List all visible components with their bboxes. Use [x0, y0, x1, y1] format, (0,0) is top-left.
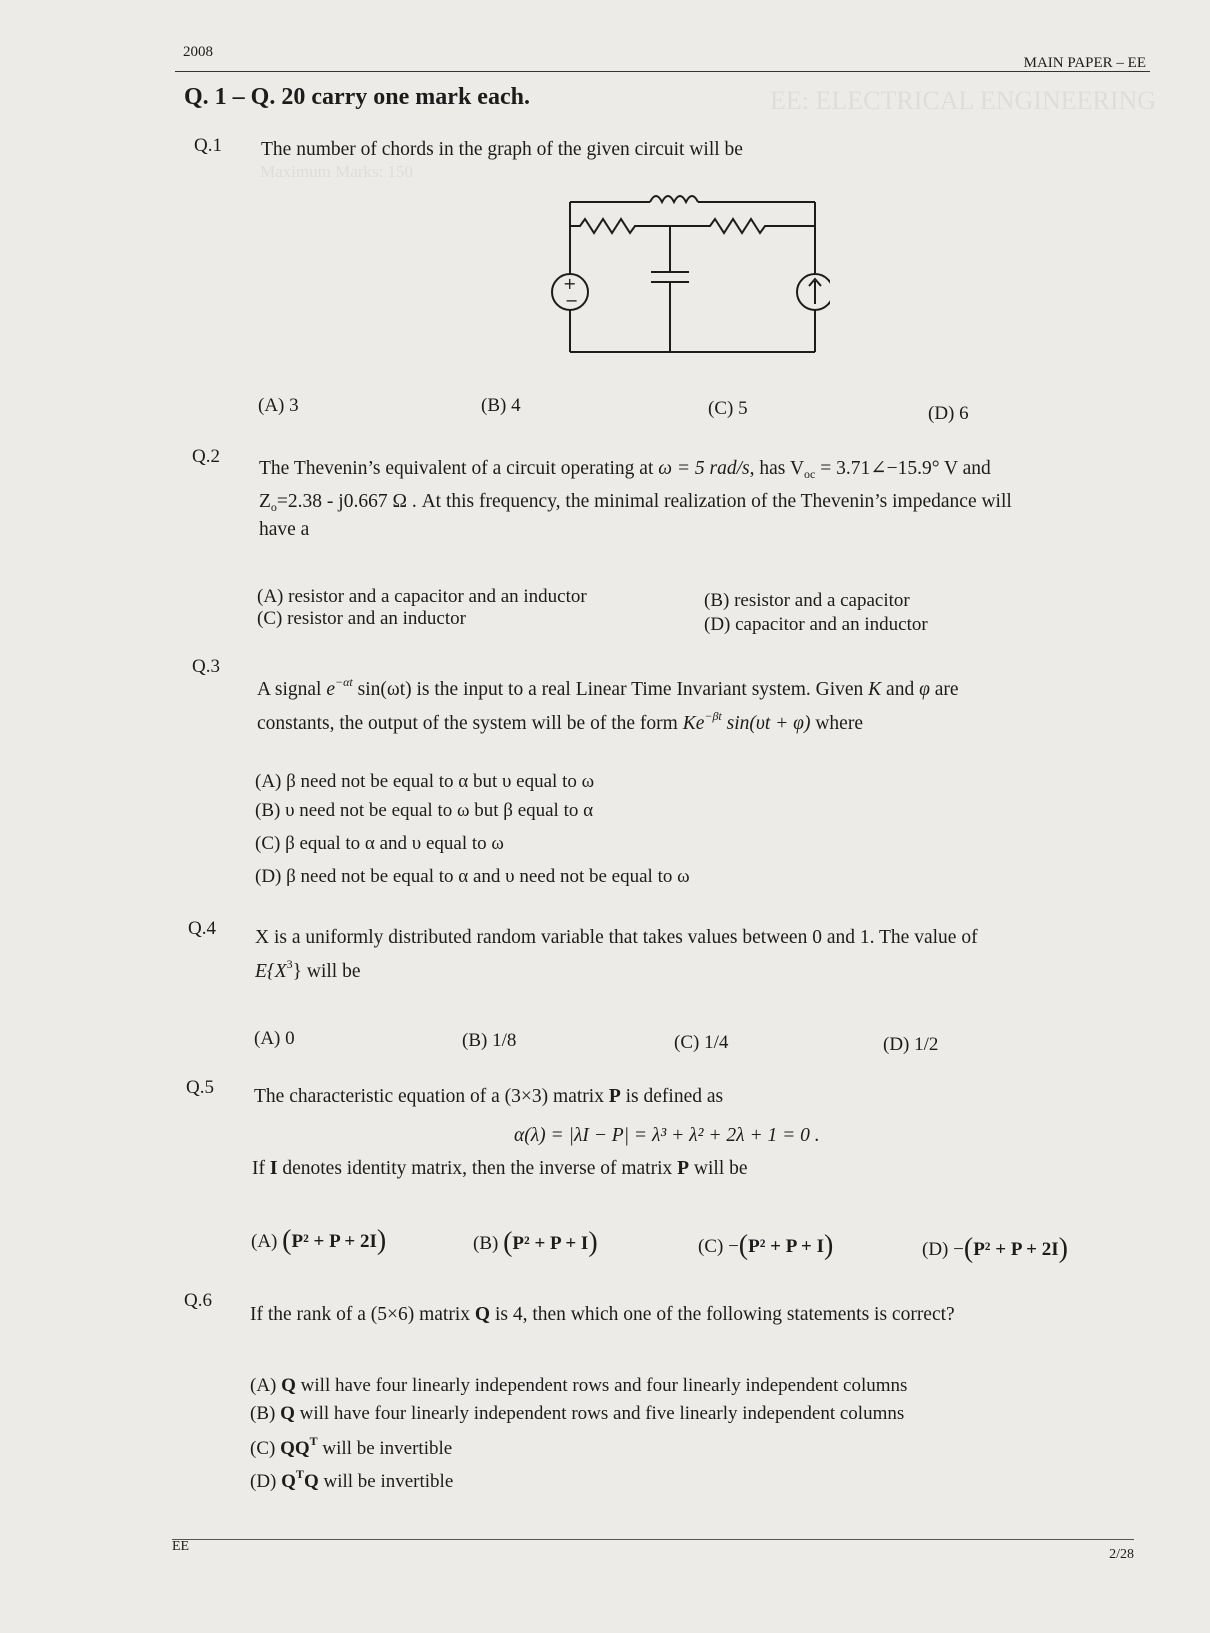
q2-number: Q.2 — [192, 446, 220, 467]
q5-option-c: (C) −(P² + P + I) — [698, 1230, 834, 1261]
header-paper: MAIN PAPER – EE — [1023, 55, 1146, 71]
q5-dimension: (3×3) — [504, 1086, 549, 1107]
q5-option-d-expr: P² + P + 2I — [973, 1239, 1059, 1260]
q5-p2: P — [677, 1158, 690, 1179]
q4-option-d: (D) 1/2 — [883, 1034, 939, 1055]
q3-sin: sin(ωt) — [352, 679, 412, 700]
q3-line1-d: are — [929, 679, 959, 700]
q3-exponent: −αt — [335, 675, 353, 689]
q2-omega: ω = 5 rad/s — [658, 458, 750, 479]
q3-line2 — [257, 702, 863, 738]
plus-sign: + — [563, 274, 577, 293]
q1-option-d: (D) 6 — [928, 403, 969, 424]
q1-text: The number of chords in the graph of the given circuit will be — [261, 139, 743, 160]
q2-z-subscript: o — [270, 500, 277, 514]
minus-sign: − — [565, 291, 579, 310]
q5-line1-c: is defined as — [620, 1086, 724, 1107]
q2-line1-text: The Thevenin’s equivalent of a circuit operating at — [259, 458, 659, 479]
q4-option-b: (B) 1/8 — [462, 1030, 517, 1051]
q6-option-d-symbol2: Q — [303, 1471, 319, 1492]
q5-line1 — [254, 1083, 723, 1111]
footer-rule — [172, 1539, 1134, 1540]
q6-option-d-superscript: T — [295, 1467, 304, 1481]
resistor-left-symbol — [570, 219, 690, 233]
q6-option-c-symbol: QQ — [280, 1438, 310, 1459]
q5-i: I — [269, 1158, 278, 1179]
q6-option-b-label: (B) — [250, 1403, 276, 1424]
circuit-diagram — [550, 182, 830, 358]
q2-option-a: (A) resistor and a capacitor and an inductor — [257, 586, 587, 607]
q5-p: P — [608, 1086, 621, 1107]
q6-line1-c: is 4, then which one of the following statements is correct? — [490, 1304, 955, 1325]
q3-sin2: sin(υt + φ) — [721, 713, 811, 734]
q5-option-a-label: (A) — [251, 1231, 278, 1252]
q3-e: e — [326, 679, 335, 700]
q2-voc-subscript: oc — [804, 467, 816, 481]
q5-option-b-label: (B) — [473, 1233, 499, 1254]
section-title: Q. 1 – Q. 20 carry one mark each. — [184, 84, 530, 110]
q2-line1-has: , has — [749, 458, 790, 479]
q6-option-d — [250, 1467, 453, 1493]
footer-left: EE — [172, 1539, 190, 1554]
q5-option-d-label: (D) — [922, 1239, 949, 1260]
q3-number: Q.3 — [192, 656, 220, 677]
q4-option-a: (A) 0 — [254, 1028, 295, 1049]
q1-number: Q.1 — [194, 135, 222, 156]
q3-ke: Ke — [682, 713, 705, 734]
inductor-symbol — [650, 196, 698, 202]
q4-line2 — [255, 950, 361, 986]
q6-option-c-superscript: T — [309, 1434, 318, 1448]
q1-option-c: (C) 5 — [708, 398, 748, 419]
q6-option-a-text: will have four linearly independent rows and four linearly independent columns — [295, 1375, 908, 1396]
q5-number: Q.5 — [186, 1077, 214, 1098]
q6-q: Q — [474, 1304, 491, 1325]
q2-option-c: (C) resistor and an inductor — [257, 608, 466, 629]
q5-line2-b: denotes identity matrix, then the inverse of matrix — [277, 1158, 678, 1179]
q5-option-a: (A) (P² + P + 2I) — [251, 1225, 387, 1256]
q5-equation: α(λ) = |λI − P| = λ³ + λ² + 2λ + 1 = 0 . — [514, 1125, 820, 1146]
q3-option-d: (D) β need not be equal to α and υ need not be equal to ω — [255, 866, 690, 887]
q6-option-d-label: (D) — [250, 1471, 277, 1492]
q3-k: K — [868, 679, 882, 700]
q6-option-a-label: (A) — [250, 1375, 277, 1396]
q5-line2 — [252, 1155, 748, 1183]
q2-line3: have a — [259, 519, 310, 540]
q2-option-d: (D) capacitor and an inductor — [704, 614, 928, 635]
bleed-through-marks: Maximum Marks: 150 — [260, 162, 413, 181]
q4-option-c: (C) 1/4 — [674, 1032, 729, 1053]
q5-line2-c: will be — [689, 1158, 748, 1179]
q6-option-a-symbol: Q — [281, 1375, 296, 1396]
resistor-right-symbol — [690, 219, 815, 233]
q2-line1 — [259, 455, 991, 488]
q4-expectation: E{X — [255, 961, 287, 982]
q5-matrix-word: matrix — [548, 1086, 609, 1107]
q4-superscript: 3 — [286, 957, 293, 971]
q1-option-b: (B) 4 — [481, 395, 521, 416]
q6-line1-a: If the rank of a — [250, 1304, 371, 1325]
q5-option-b-expr: P² + P + I — [512, 1233, 589, 1254]
bleed-through-title: EE: ELECTRICAL ENGINEERING — [770, 86, 1157, 115]
q3-line1-a: A signal — [257, 679, 327, 700]
q4-will-be: will be — [302, 961, 361, 982]
q3-and: and — [881, 679, 920, 700]
q5-option-d: (D) −(P² + P + 2I) — [922, 1233, 1068, 1264]
q2-z-symbol: Z — [259, 491, 271, 512]
q6-option-c-label: (C) — [250, 1438, 276, 1459]
q5-option-d-sign: − — [953, 1239, 964, 1260]
q3-line2-a: constants, the output of the system will be of the form — [257, 713, 683, 734]
q5-option-a-expr: P² + P + 2I — [291, 1231, 377, 1252]
q6-option-b-text: will have four linearly independent rows and five linearly independent columns — [294, 1403, 905, 1424]
q4-line1: X is a uniformly distributed random variable that takes values between 0 and 1. The value of — [255, 927, 978, 948]
q2-line2-text: =2.38 - j0.667 Ω . At this frequency, the minimal realization of the Thevenin’s impedance will — [276, 491, 1012, 512]
q5-option-c-expr: P² + P + I — [748, 1236, 825, 1257]
q4-brace: } — [292, 961, 302, 982]
q6-dimension: (5×6) — [370, 1304, 415, 1325]
q3-option-b: (B) υ need not be equal to ω but β equal to α — [255, 800, 594, 821]
q1-option-a: (A) 3 — [258, 395, 299, 416]
q2-voc-value: = 3.71∠−15.9° V and — [815, 458, 991, 479]
q2-voc-symbol: V — [789, 458, 805, 479]
page-number: 2/28 — [1109, 1547, 1134, 1562]
q6-option-c-text: will be invertible — [317, 1438, 453, 1459]
q5-line1-a: The characteristic equation of a — [254, 1086, 505, 1107]
q5-option-c-label: (C) — [698, 1236, 724, 1257]
q6-option-d-symbol: Q — [281, 1471, 296, 1492]
q3-line1 — [257, 668, 959, 704]
q6-number: Q.6 — [184, 1290, 212, 1311]
q5-option-c-sign: − — [728, 1236, 739, 1257]
q4-number: Q.4 — [188, 918, 216, 939]
q6-option-b — [250, 1403, 904, 1425]
q6-line1 — [250, 1301, 955, 1329]
q5-option-b: (B) (P² + P + I) — [473, 1227, 598, 1258]
q3-exponent2: −βt — [704, 709, 722, 723]
q6-option-c — [250, 1434, 452, 1460]
q3-line1-c: is the input to a real Linear Time Invariant system. Given — [411, 679, 869, 700]
q6-option-a — [250, 1375, 907, 1397]
q3-option-a: (A) β need not be equal to α but υ equal to ω — [255, 771, 595, 792]
header-year: 2008 — [183, 44, 213, 60]
q3-where: where — [810, 713, 863, 734]
q6-option-d-text: will be invertible — [318, 1471, 454, 1492]
q6-option-b-symbol: Q — [280, 1403, 295, 1424]
q5-line2-a: If — [252, 1158, 270, 1179]
q2-line2 — [259, 488, 1012, 521]
q2-option-b: (B) resistor and a capacitor — [704, 590, 910, 611]
q3-option-c: (C) β equal to α and υ equal to ω — [255, 833, 504, 854]
q6-matrix-word: matrix — [414, 1304, 475, 1325]
header-rule — [175, 71, 1150, 72]
q3-phi: φ — [919, 679, 930, 700]
